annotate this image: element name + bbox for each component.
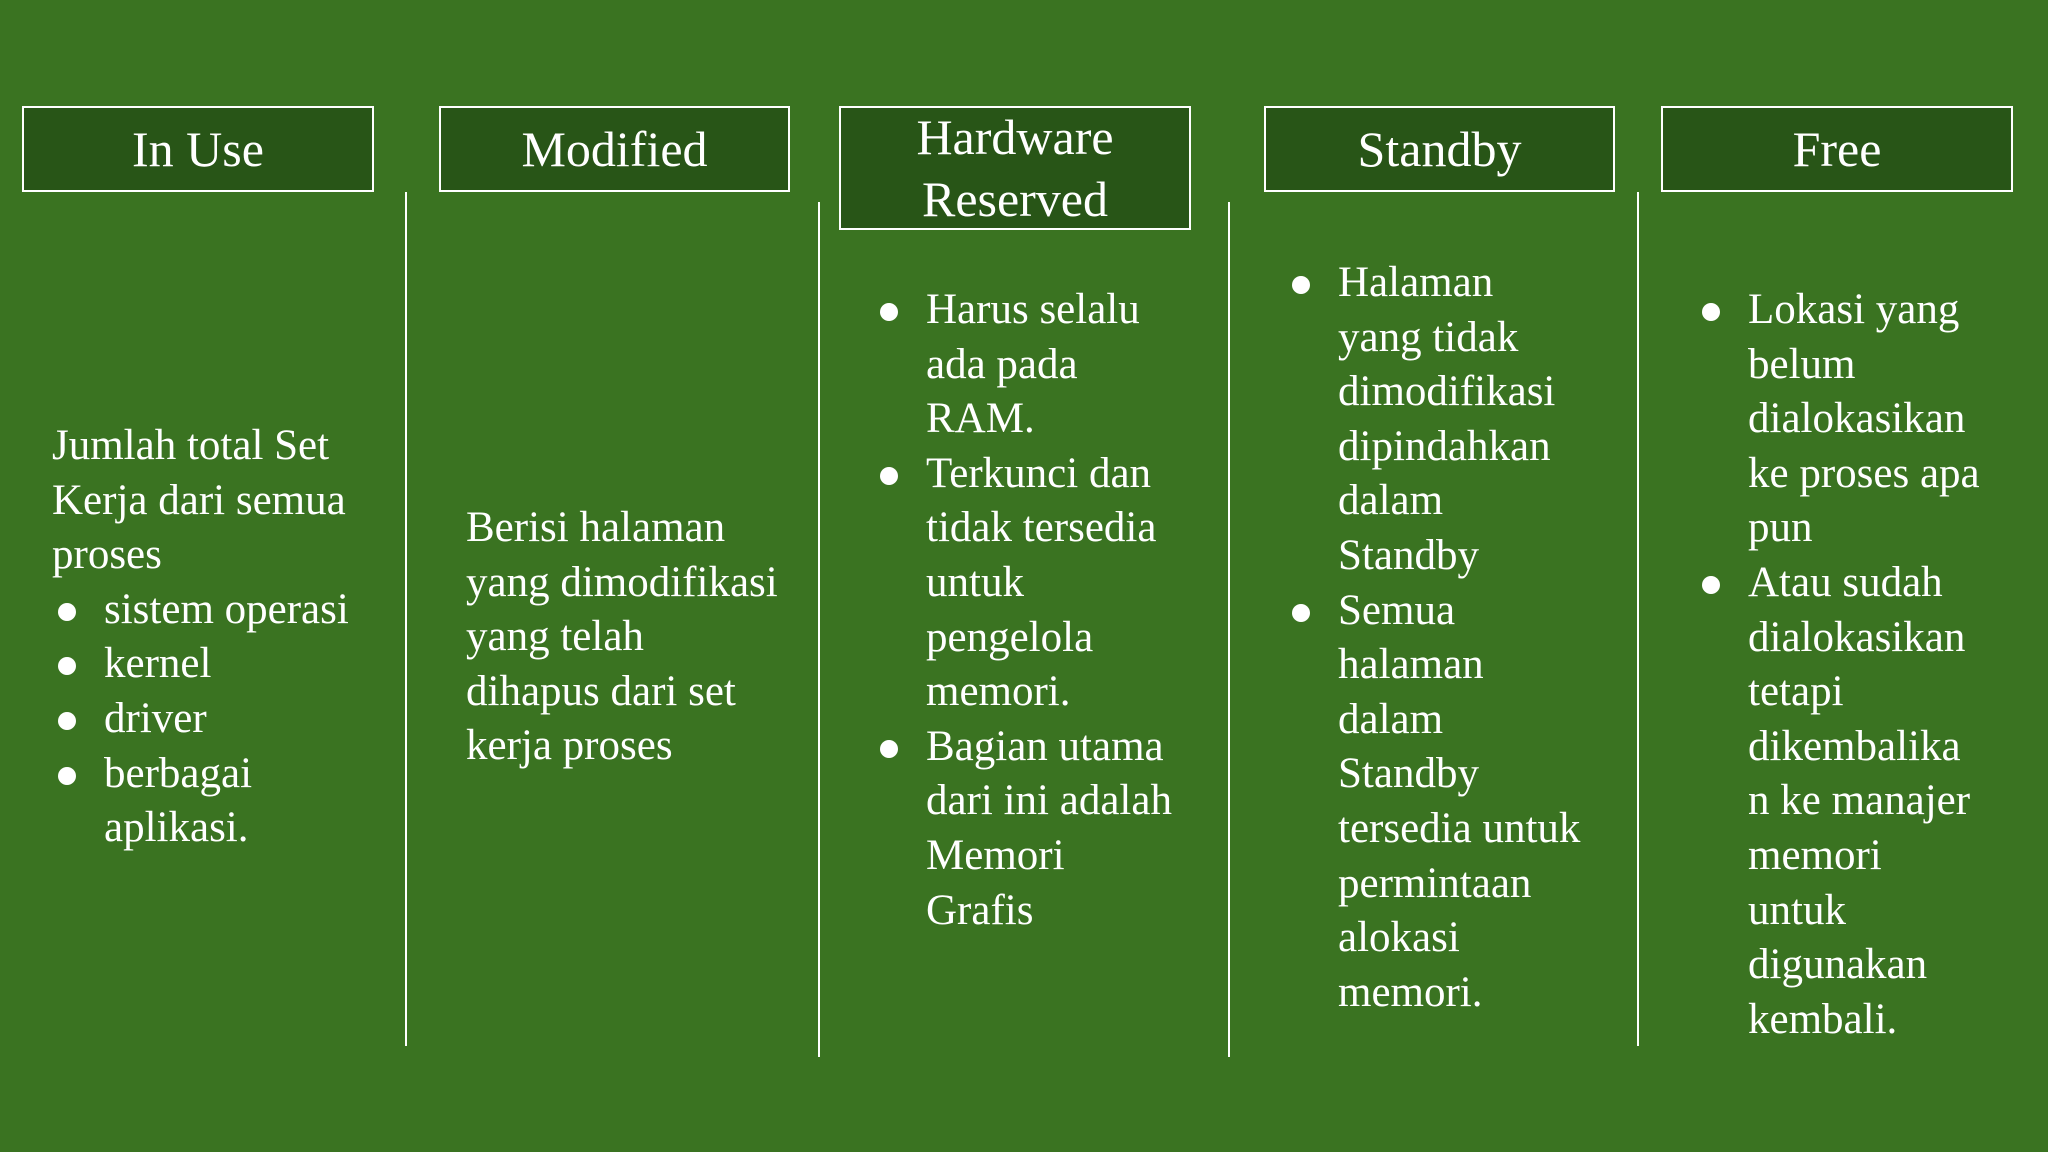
list-item: kernel [52, 637, 352, 692]
bullet-icon [1702, 303, 1720, 321]
header-modified [439, 106, 790, 192]
in-use-content [52, 419, 352, 856]
in-use-list [52, 583, 352, 856]
bullet-icon [880, 740, 898, 758]
bullet-icon [58, 767, 76, 785]
header-modified-label: Modified [521, 121, 708, 177]
bullet-icon [58, 712, 76, 730]
modified-text: Berisi halaman yang dimodifikasi yang telah dihapus dari set kerja proses [466, 504, 778, 770]
header-standby-label: Standby [1357, 121, 1522, 177]
column-divider [818, 202, 820, 1057]
bullet-icon [1292, 276, 1310, 294]
header-hardware-reserved [839, 106, 1191, 230]
bullet-icon [58, 657, 76, 675]
list-item: Terkunci dan tidak tersedia untuk pengelola memori. [874, 447, 1179, 720]
standby-content [1286, 256, 1586, 1020]
list-item: Bagian utama dari ini adalah Memori Grafis [874, 720, 1179, 938]
list-item: Atau sudah dialokasikan tetapi dikembalika n ke manajer memori untuk digunakan kembali. [1696, 556, 1986, 1047]
in-use-intro: Jumlah total Set Kerja dari semua proses [52, 422, 346, 579]
column-divider [1228, 202, 1230, 1057]
list-item: Semua halaman dalam Standby tersedia untuk permintaan alokasi memori. [1286, 584, 1586, 1021]
modified-content [466, 501, 786, 774]
free-list [1696, 283, 1986, 1047]
header-free [1661, 106, 2013, 192]
list-item: sistem operasi [52, 583, 352, 638]
bullet-icon [1702, 576, 1720, 594]
bullet-icon [58, 603, 76, 621]
header-standby [1264, 106, 1615, 192]
list-item: driver [52, 692, 352, 747]
hardware-reserved-list [874, 283, 1179, 938]
header-hardware-reserved-label: Hardware Reserved [916, 109, 1114, 227]
list-item: Lokasi yang belum dialokasikan ke proses apa pun [1696, 283, 1986, 556]
column-divider [1637, 192, 1639, 1046]
bullet-icon [1292, 604, 1310, 622]
bullet-icon [880, 467, 898, 485]
column-divider [405, 192, 407, 1046]
hardware-reserved-content [874, 283, 1179, 938]
list-item: Harus selalu ada pada RAM. [874, 283, 1179, 447]
free-content [1696, 283, 1986, 1047]
list-item: berbagai aplikasi. [52, 747, 352, 856]
header-in-use [22, 106, 374, 192]
header-in-use-label: In Use [132, 121, 264, 177]
list-item: Halaman yang tidak dimodifikasi dipindahkan dalam Standby [1286, 256, 1586, 584]
header-free-label: Free [1792, 121, 1882, 177]
standby-list [1286, 256, 1586, 1020]
bullet-icon [880, 303, 898, 321]
